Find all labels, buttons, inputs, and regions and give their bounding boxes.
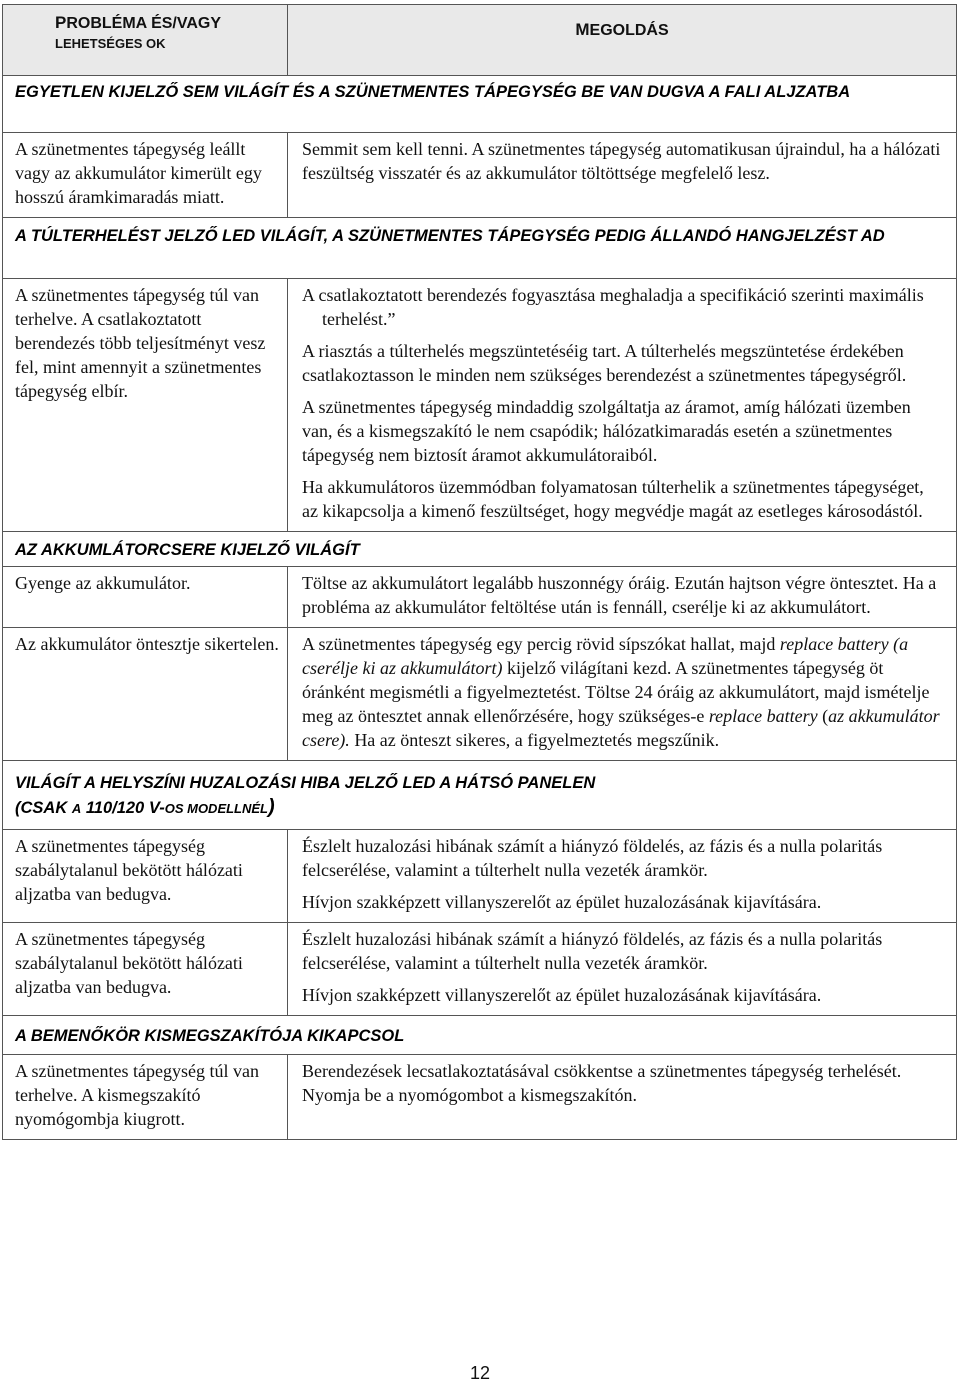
- problem-cell: A szünetmentes tápegység túl van terhelve. A kismegszakító nyomógombja kiugrott.: [3, 1055, 288, 1140]
- solution-cell: Semmit sem kell tenni. A szünetmentes tápegység automatikusan újraindul, ha a hálózati feszültség visszatér és az akkumulátor töltöttsége megfelelő lesz.: [288, 133, 957, 218]
- header-problem: PROBLÉMA ÉS/VAGY LEHETSÉGES OK: [3, 5, 288, 76]
- problem-cell: A szünetmentes tápegység szabálytalanul bekötött hálózati aljzatba van bedugva.: [3, 830, 288, 923]
- solution-paragraph: Hívjon szakképzett villanyszerelőt az épület huzalozásának kijavítására.: [302, 892, 822, 912]
- solution-paragraph: Észlelt huzalozási hibának számít a hiányzó földelés, az fázis és a nulla polaritás felcserélése, valamint a túlterhelt nulla vezeték áramkör.: [302, 836, 883, 880]
- solution-cell: Berendezések lecsatlakoztatásával csökkentse a szünetmentes tápegység terhelését. Nyomja be a nyomógombot a kismegszakítón.: [288, 1055, 957, 1140]
- solution-paragraph: Ha akkumulátoros üzemmódban folyamatosan túlterhelik a szünetmentes tápegységet, az kikapcsolja a kimenő feszültséget, hogy megvédje magát az esetleges károsodástól.: [302, 477, 924, 521]
- page-number: 12: [469, 1363, 491, 1383]
- table-row: [3, 628, 957, 761]
- section-row: [3, 1016, 957, 1055]
- section-row: [3, 761, 957, 830]
- solution-paragraph: A csatlakoztatott berendezés fogyasztása meghaladja a specifikáció szerinti maximális terhelést.”: [302, 285, 924, 329]
- table-row: [3, 1055, 957, 1140]
- section-title: AZ AKKUMLÁTORCSERE KIJELZŐ VILÁGÍT: [3, 532, 957, 567]
- solution-paragraph: Észlelt huzalozási hibának számít a hiányzó földelés, az fázis és a nulla polaritás felcserélése, valamint a túlterhelt nulla vezeték áramkör.: [302, 929, 883, 973]
- troubleshooting-table: [2, 4, 957, 1140]
- table-row: [3, 923, 957, 1016]
- section-title: EGYETLEN KIJELZŐ SEM VILÁGÍT ÉS A SZÜNETMENTES TÁPEGYSÉG BE VAN DUGVA A FALI ALJZATBA: [3, 76, 957, 133]
- solution-cell: [288, 923, 957, 1016]
- header-solution: MEGOLDÁS: [288, 5, 957, 76]
- solution-paragraph: A szünetmentes tápegység mindaddig szolgáltatja az áramot, amíg hálózati üzemben van, és a kismegszakító le nem csapódik; hálózatkimaradás esetén a szünetmentes tápegység nem biztosít áramot akkumulátoraiból.: [302, 397, 911, 465]
- problem-cell: A szünetmentes tápegység szabálytalanul bekötött hálózati aljzatba van bedugva.: [3, 923, 288, 1016]
- problem-cell: Gyenge az akkumulátor.: [3, 567, 288, 628]
- section-row: [3, 76, 957, 133]
- table-header-row: [3, 5, 957, 76]
- solution-paragraph: A riasztás a túlterhelés megszüntetéséig tart. A túlterhelés megszüntetése érdekében csatlakoztasson le minden nem szükséges berendezést a szünetmentes tápegységről.: [302, 341, 907, 385]
- solution-cell: A szünetmentes tápegység egy percig rövid sípszókat hallat, majd replace battery (a cserélje ki az akkumulátort) kijelző világítani kezd. A szünetmentes tápegység öt óránként megismétli a figyelmeztetést. Töltse 24 óráig az akkumulátort, majd ismételje meg az öntesztet annak ellenőrzésére, hogy szükséges-e replace battery (az akkumulátor csere). Ha az önteszt sikeres, a figyelmeztetés megszűnik.: [288, 628, 957, 761]
- solution-cell: Töltse az akkumulátort legalább huszonnégy óráig. Ezután hajtson végre öntesztet. Ha a probléma az akkumulátor feltöltése után is fennáll, cserélje ki az akkumulátort.: [288, 567, 957, 628]
- table-row: [3, 133, 957, 218]
- solution-cell: [288, 279, 957, 532]
- solution-cell: [288, 830, 957, 923]
- table-row: [3, 567, 957, 628]
- section-row: [3, 532, 957, 567]
- section-title: A BEMENŐKÖR KISMEGSZAKÍTÓJA KIKAPCSOL: [3, 1016, 957, 1055]
- table-row: [3, 279, 957, 532]
- section-row: [3, 218, 957, 279]
- problem-cell: A szünetmentes tápegység leállt vagy az akkumulátor kimerült egy hosszú áramkimaradás miatt.: [3, 133, 288, 218]
- section-title: VILÁGÍT A HELYSZÍNI HUZALOZÁSI HIBA JELZŐ LED A HÁTSÓ PANELEN (CSAK A 110/120 V-OS MODELLNÉL): [3, 761, 957, 830]
- problem-cell: Az akkumulátor öntesztje sikertelen.: [3, 628, 288, 761]
- table-row: [3, 830, 957, 923]
- section-title: A TÚLTERHELÉST JELZŐ LED VILÁGÍT, A SZÜNETMENTES TÁPEGYSÉG PEDIG ÁLLANDÓ HANGJELZÉST AD: [3, 218, 957, 279]
- problem-cell: A szünetmentes tápegység túl van terhelve. A csatlakoztatott berendezés több teljesítményt vesz fel, mint amennyit a szünetmentes tápegység elbír.: [3, 279, 288, 532]
- solution-paragraph: Hívjon szakképzett villanyszerelőt az épület huzalozásának kijavítására.: [302, 985, 822, 1005]
